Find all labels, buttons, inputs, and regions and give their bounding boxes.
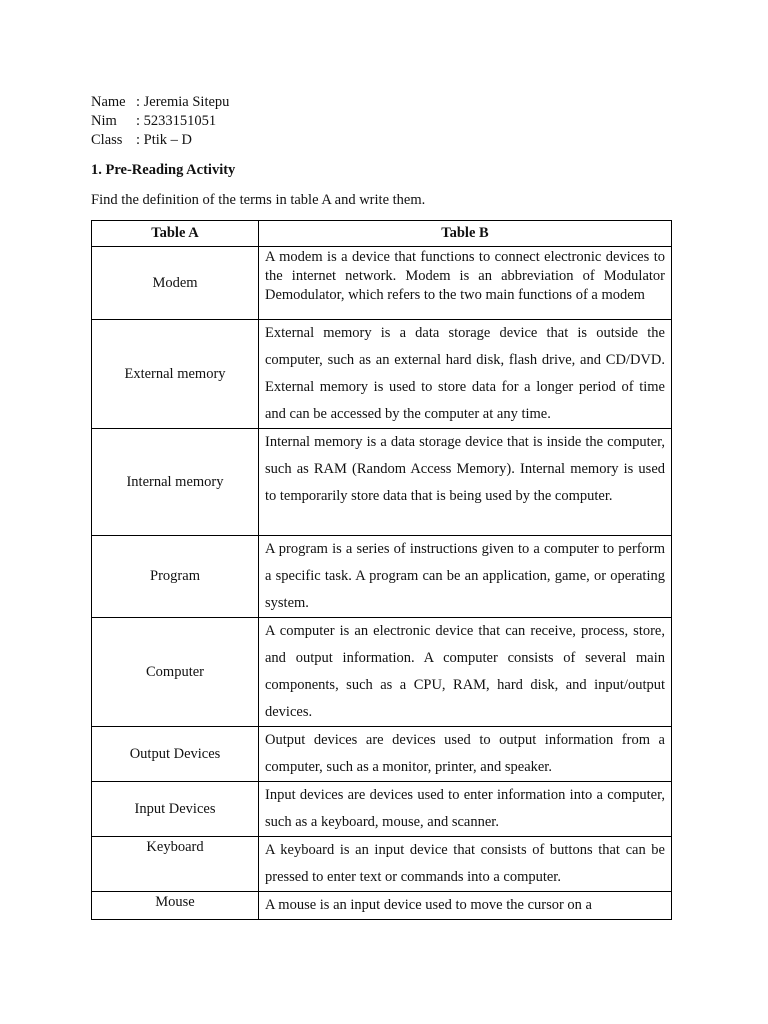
table-row — [92, 320, 672, 429]
term-cell: Computer — [92, 618, 259, 727]
term-cell: Program — [92, 536, 259, 618]
definition-cell: A keyboard is an input device that consists of buttons that can be pressed to enter text or commands into a computer. — [259, 837, 672, 892]
definition-cell: A modem is a device that functions to connect electronic devices to the internet network. Modem is an abbreviation of Modulator Demodulator, which refers to the two main functions of a modem — [259, 247, 672, 320]
definition-cell: Input devices are devices used to enter information into a computer, such as a keyboard, mouse, and scanner. — [259, 782, 672, 837]
definitions-table — [91, 220, 672, 920]
nim-value: : 5233151051 — [136, 113, 217, 129]
term-cell: Mouse — [92, 892, 259, 920]
definition-cell: Output devices are devices used to output information from a computer, such as a monitor, printer, and speaker. — [259, 727, 672, 782]
term-cell: Internal memory — [92, 429, 259, 536]
name-label: Name — [91, 94, 126, 110]
definition-cell: Internal memory is a data storage device that is inside the computer, such as RAM (Random Access Memory). Internal memory is used to temporarily store data that is being used by the computer. — [259, 429, 672, 536]
definition-cell: A program is a series of instructions given to a computer to perform a specific task. A program can be an application, game, or operating system. — [259, 536, 672, 618]
term-cell: Keyboard — [92, 837, 259, 892]
instruction-text: Find the definition of the terms in table A and write them. — [91, 192, 426, 208]
class-value: : Ptik – D — [136, 132, 192, 148]
student-info — [91, 93, 671, 150]
table-header-row — [92, 221, 672, 247]
definition-cell: External memory is a data storage device that is outside the computer, such as an external hard disk, flash drive, and CD/DVD. External memory is used to store data for a longer period of time and can be accessed by the computer at any time. — [259, 320, 672, 429]
table-row — [92, 782, 672, 837]
term-cell: Output Devices — [92, 727, 259, 782]
class-label: Class — [91, 132, 123, 148]
term-cell: Input Devices — [92, 782, 259, 837]
table-b-header: Table B — [259, 221, 672, 247]
name-value: : Jeremia Sitepu — [136, 94, 230, 110]
table-row — [92, 429, 672, 536]
definition-cell: A computer is an electronic device that can receive, process, store, and output information. A computer consists of several main components, such as a CPU, RAM, hard disk, and input/output devices. — [259, 618, 672, 727]
table-row — [92, 837, 672, 892]
document-page — [91, 93, 671, 920]
class-row — [91, 131, 671, 150]
term-cell: Modem — [92, 247, 259, 320]
name-row — [91, 93, 671, 112]
nim-label: Nim — [91, 113, 117, 129]
table-row — [92, 618, 672, 727]
table-row — [92, 727, 672, 782]
table-row — [92, 892, 672, 920]
definition-cell: A mouse is an input device used to move the cursor on a — [259, 892, 672, 920]
table-row — [92, 536, 672, 618]
section-title: 1. Pre-Reading Activity — [91, 162, 236, 178]
term-cell: External memory — [92, 320, 259, 429]
table-a-header: Table A — [92, 221, 259, 247]
table-row — [92, 247, 672, 320]
nim-row — [91, 112, 671, 131]
